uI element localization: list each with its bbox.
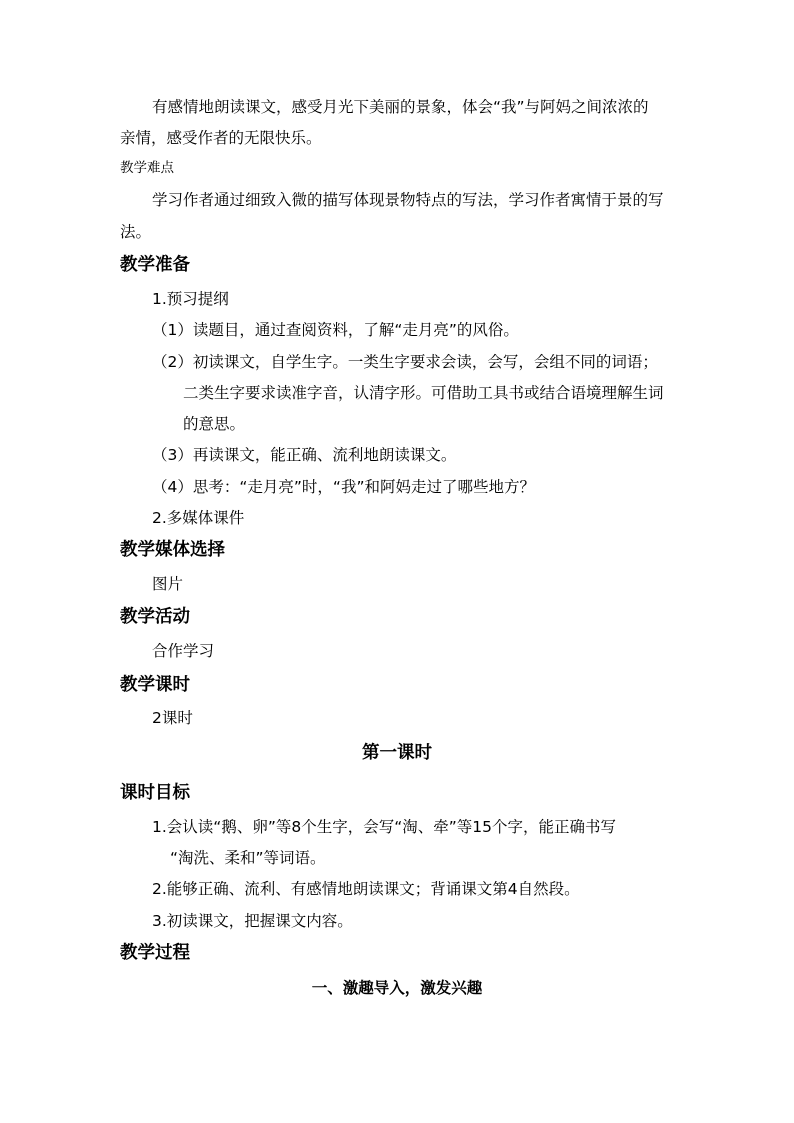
goal-1-line-2: “淘洗、柔和”等词语。 (170, 849, 326, 867)
process-heading: 教学过程 (120, 943, 190, 963)
intro-line-1: 有感情地朗读课文，感受月光下美丽的景象，体会“我”与阿妈之间浓浓的 (152, 98, 649, 116)
difficulty-line-1: 学习作者通过细致入微的描写体现景物特点的写法，学习作者寓情于景的写 (152, 191, 664, 209)
goal-2: 2.能够正确、流利、有感情地朗读课文；背诵课文第4自然段。 (152, 880, 580, 898)
prep-item-1: 1.预习提纲 (152, 290, 229, 308)
prep-heading: 教学准备 (120, 255, 190, 275)
media-value: 图片 (152, 575, 184, 593)
step-1-title: 一、激趣导入，激发兴趣 (311, 979, 483, 997)
prep-sub-2-line-2: 二类生字要求读准字音，认清字形。可借助工具书或结合语境理解生词 (183, 384, 664, 402)
difficulty-line-2: 法。 (120, 223, 152, 241)
prep-sub-2-line-1: （2）初读课文，自学生字。一类生字要求会读，会写，会组不同的词语； (152, 353, 658, 371)
intro-line-2: 亲情，感受作者的无限快乐。 (120, 129, 322, 147)
media-heading: 教学媒体选择 (120, 540, 225, 560)
prep-sub-4: （4）思考：“走月亮”时，“我”和阿妈走过了哪些地方？ (152, 478, 535, 496)
prep-item-2: 2.多媒体课件 (152, 509, 245, 527)
prep-sub-2-line-3: 的意思。 (183, 415, 246, 433)
prep-sub-3: （3）再读课文，能正确、流利地朗读课文。 (152, 446, 457, 464)
difficulty-heading: 教学难点 (120, 160, 174, 176)
goal-1-line-1: 1.会认读“鹅、卵”等8个生字，会写“淘、牵”等15个字，能正确书写 (152, 818, 616, 836)
goal-heading: 课时目标 (120, 783, 190, 803)
hours-heading: 教学课时 (120, 675, 190, 695)
hours-value: 2课时 (152, 709, 193, 727)
activity-heading: 教学活动 (120, 607, 190, 627)
activity-value: 合作学习 (152, 642, 215, 660)
prep-sub-1: （1）读题目，通过查阅资料，了解“走月亮”的风俗。 (152, 321, 519, 339)
lesson-title: 第一课时 (362, 743, 432, 763)
goal-3: 3.初读课文，把握课文内容。 (152, 912, 353, 930)
